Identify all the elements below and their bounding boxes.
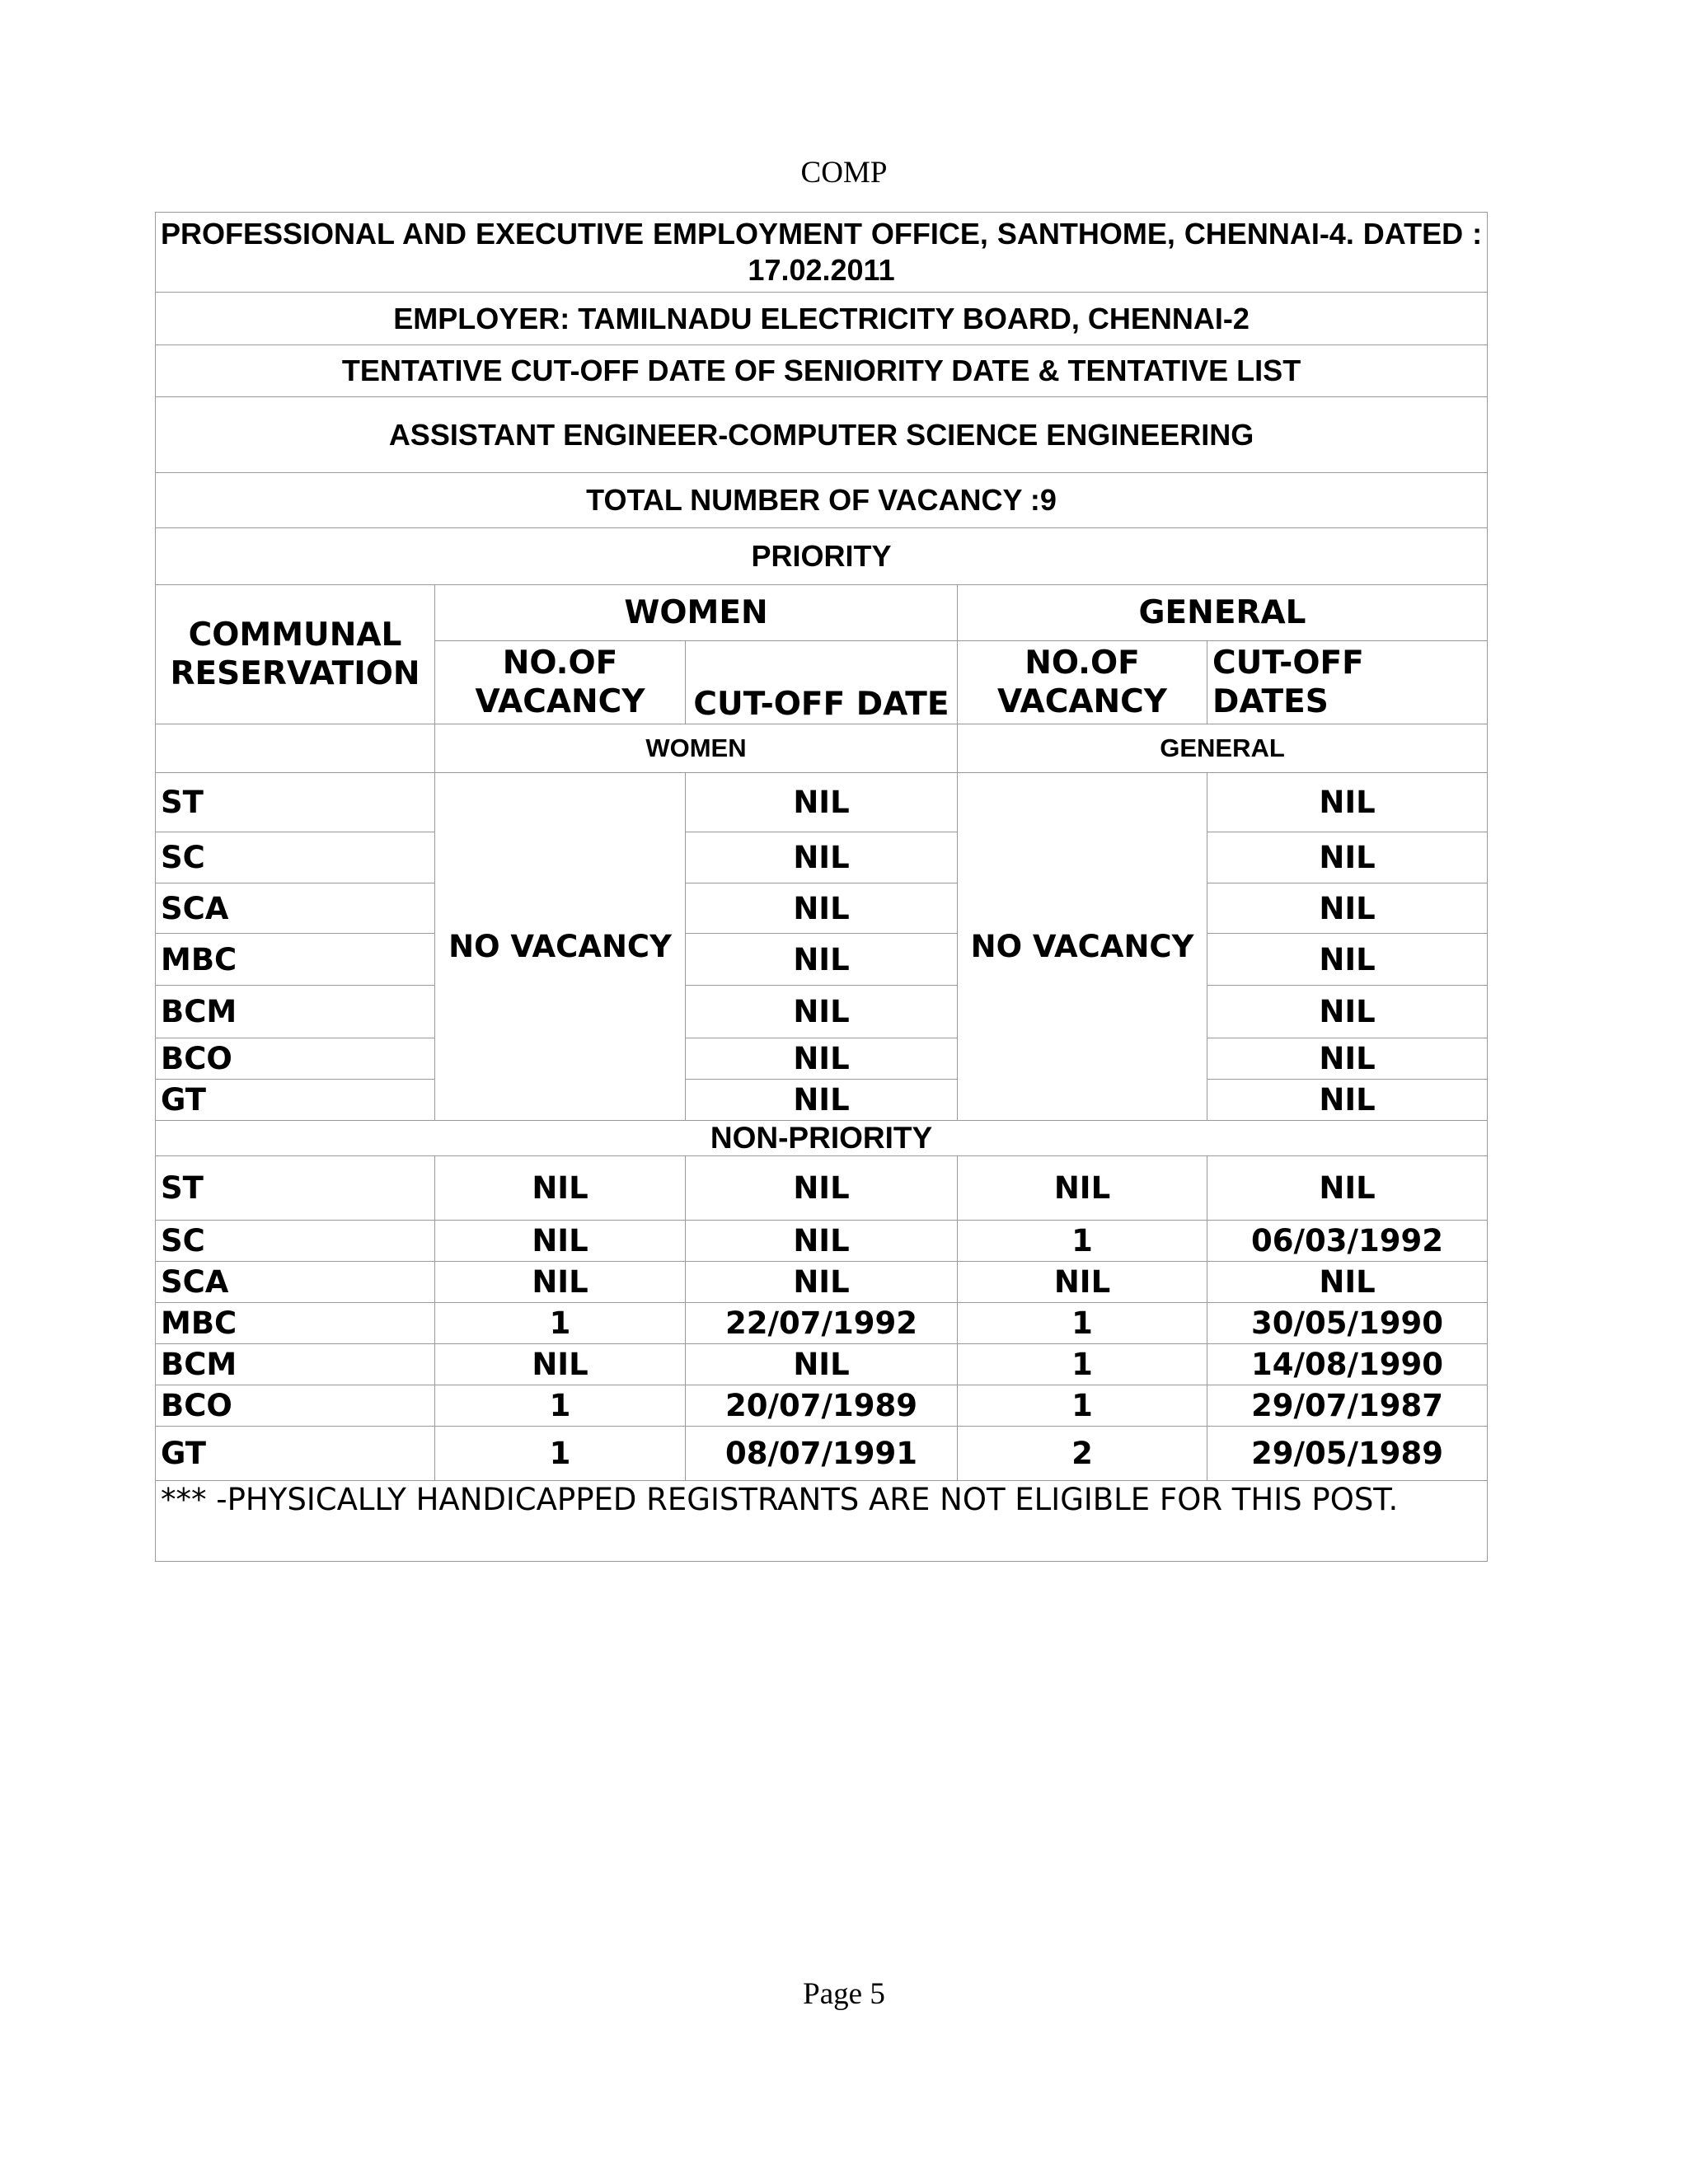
page-footer: Page 5 [803, 1977, 885, 2011]
non-priority-label: NON-PRIORITY [156, 1121, 1488, 1156]
priority-category: BCM [156, 986, 435, 1038]
women-priority-vacancy: NO VACANCY [435, 773, 686, 1121]
general-vacancy-value: NIL [958, 1156, 1207, 1221]
priority-category: ST [156, 773, 435, 832]
non-priority-label-row [156, 1121, 1488, 1156]
non-priority-category: GT [156, 1427, 435, 1481]
women-priority-cutoff: NIL [686, 773, 958, 832]
general-cutoff-value: 29/07/1987 [1207, 1385, 1488, 1427]
general-priority-cutoff: NIL [1207, 832, 1488, 883]
general-priority-vacancy: NO VACANCY [958, 773, 1207, 1121]
women-vacancy-value: NIL [435, 1221, 686, 1262]
women-cutoff-value: 08/07/1991 [686, 1427, 958, 1481]
page-header: COMP [800, 156, 888, 190]
women-vacancy-value: NIL [435, 1344, 686, 1385]
women-vacancy-value: NIL [435, 1262, 686, 1303]
office-heading: PROFESSIONAL AND EXECUTIVE EMPLOYMENT OFFICE, SANTHOME, CHENNAI-4. DATED : 17.02.2011 [156, 213, 1488, 293]
general-header: GENERAL [958, 585, 1488, 641]
general-vacancy-value: 1 [958, 1303, 1207, 1344]
subheader-blank [156, 724, 435, 773]
general-vacancy-value: 1 [958, 1221, 1207, 1262]
non-priority-category: SC [156, 1221, 435, 1262]
non-priority-category: SCA [156, 1262, 435, 1303]
general-priority-cutoff: NIL [1207, 1080, 1488, 1121]
note-row [156, 1481, 1488, 1562]
employer-heading: EMPLOYER: TAMILNADU ELECTRICITY BOARD, CHENNAI-2 [156, 293, 1488, 345]
priority-row [156, 1080, 1488, 1121]
general-priority-cutoff: NIL [1207, 883, 1488, 934]
post-row [156, 397, 1488, 473]
women-vacancy-value: NIL [435, 1156, 686, 1221]
general-vacancy-header: NO.OF VACANCY [958, 641, 1207, 724]
general-subheader: GENERAL [958, 724, 1488, 773]
priority-row [156, 832, 1488, 883]
women-subheader: WOMEN [435, 724, 958, 773]
office-row [156, 213, 1488, 293]
vacancy-total-row [156, 473, 1488, 528]
general-vacancy-value: 1 [958, 1385, 1207, 1427]
priority-row [156, 773, 1488, 832]
women-priority-cutoff: NIL [686, 832, 958, 883]
priority-category: SC [156, 832, 435, 883]
women-priority-cutoff: NIL [686, 1080, 958, 1121]
non-priority-category: MBC [156, 1303, 435, 1344]
women-vacancy-header: NO.OF VACANCY [435, 641, 686, 724]
handicapped-note: *** -PHYSICALLY HANDICAPPED REGISTRANTS ARE NOT ELIGIBLE FOR THIS POST. [156, 1481, 1488, 1562]
women-cutoff-value: NIL [686, 1262, 958, 1303]
non-priority-category: BCO [156, 1385, 435, 1427]
cutoff-table [155, 212, 1488, 1562]
post-title: ASSISTANT ENGINEER-COMPUTER SCIENCE ENGINEERING [156, 397, 1488, 473]
women-priority-cutoff: NIL [686, 1038, 958, 1080]
non-priority-row [156, 1344, 1488, 1385]
priority-row [156, 1038, 1488, 1080]
women-cutoff-value: NIL [686, 1221, 958, 1262]
priority-row [156, 934, 1488, 986]
non-priority-row [156, 1427, 1488, 1481]
general-vacancy-value: NIL [958, 1262, 1207, 1303]
general-cutoff-header: CUT-OFF DATES [1207, 641, 1488, 724]
women-cutoff-value: NIL [686, 1156, 958, 1221]
general-cutoff-value: 06/03/1992 [1207, 1221, 1488, 1262]
general-priority-cutoff: NIL [1207, 1038, 1488, 1080]
women-vacancy-value: 1 [435, 1385, 686, 1427]
women-vacancy-value: 1 [435, 1303, 686, 1344]
list-title-row [156, 345, 1488, 397]
subheader-row [156, 724, 1488, 773]
priority-row [156, 986, 1488, 1038]
non-priority-row [156, 1262, 1488, 1303]
general-cutoff-value: 14/08/1990 [1207, 1344, 1488, 1385]
non-priority-row [156, 1156, 1488, 1221]
priority-label-row [156, 528, 1488, 585]
general-cutoff-value: 30/05/1990 [1207, 1303, 1488, 1344]
priority-category: SCA [156, 883, 435, 934]
general-priority-cutoff: NIL [1207, 986, 1488, 1038]
general-cutoff-value: 29/05/1989 [1207, 1427, 1488, 1481]
priority-label: PRIORITY [156, 528, 1488, 585]
general-vacancy-value: 1 [958, 1344, 1207, 1385]
women-cutoff-value: 22/07/1992 [686, 1303, 958, 1344]
priority-row [156, 883, 1488, 934]
priority-category: BCO [156, 1038, 435, 1080]
general-cutoff-value: NIL [1207, 1262, 1488, 1303]
employer-row [156, 293, 1488, 345]
women-priority-cutoff: NIL [686, 934, 958, 986]
priority-category: GT [156, 1080, 435, 1121]
general-cutoff-value: NIL [1207, 1156, 1488, 1221]
women-cutoff-value: NIL [686, 1344, 958, 1385]
non-priority-row [156, 1385, 1488, 1427]
women-priority-cutoff: NIL [686, 986, 958, 1038]
group-header-row [156, 585, 1488, 641]
women-cutoff-value: 20/07/1989 [686, 1385, 958, 1427]
non-priority-category: BCM [156, 1344, 435, 1385]
general-priority-cutoff: NIL [1207, 773, 1488, 832]
women-header: WOMEN [435, 585, 958, 641]
general-vacancy-value: 2 [958, 1427, 1207, 1481]
non-priority-row [156, 1221, 1488, 1262]
list-title: TENTATIVE CUT-OFF DATE OF SENIORITY DATE & TENTATIVE LIST [156, 345, 1488, 397]
general-priority-cutoff: NIL [1207, 934, 1488, 986]
non-priority-row [156, 1303, 1488, 1344]
women-priority-cutoff: NIL [686, 883, 958, 934]
non-priority-category: ST [156, 1156, 435, 1221]
communal-reservation-header: COMMUNAL RESERVATION [156, 585, 435, 724]
women-cutoff-header: CUT-OFF DATE [686, 641, 958, 724]
vacancy-total: TOTAL NUMBER OF VACANCY :9 [156, 473, 1488, 528]
priority-category: MBC [156, 934, 435, 986]
women-vacancy-value: 1 [435, 1427, 686, 1481]
